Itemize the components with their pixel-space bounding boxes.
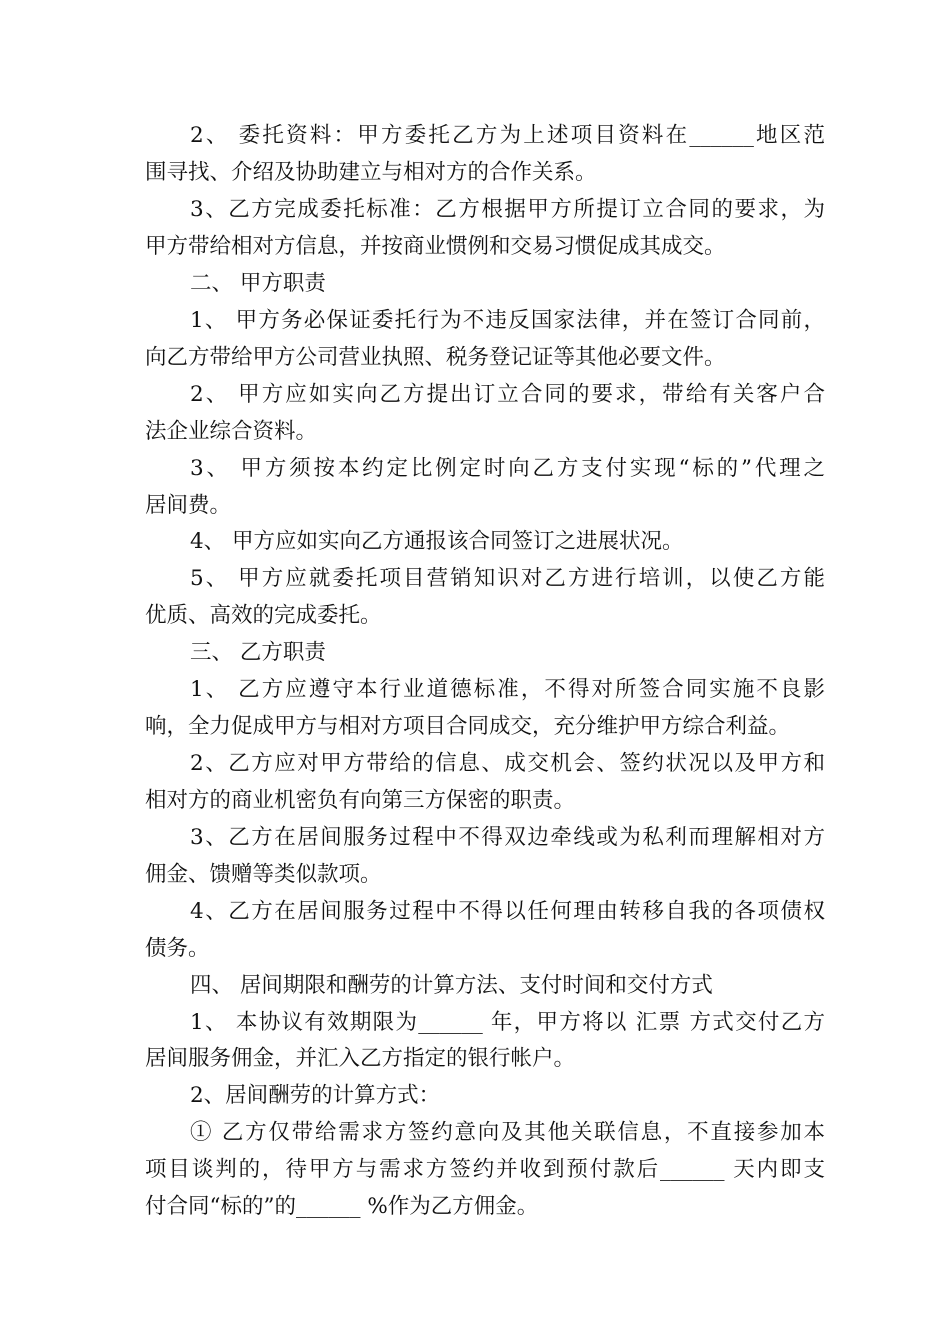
text-line: 1、 本协议有效期限为______ 年，甲方将以 汇票 方式交付乙方 (190, 1010, 825, 1035)
text-line: 1、 乙方应遵守本行业道德标准，不得对所签合同实施不良影 (190, 677, 825, 702)
text-line: ① 乙方仅带给需求方签约意向及其他关联信息，不直接参加本 (190, 1120, 825, 1145)
section-heading: 三、 乙方职责 (190, 640, 326, 665)
text-line: 1、 甲方务必保证委托行为不违反国家法律，并在签订合同前， (190, 308, 825, 333)
text-line: 响，全力促成甲方与相对方项目合同成交，充分维护甲方综合利益。 (145, 714, 791, 739)
text-line: 付合同“标的”的______ %作为乙方佣金。 (145, 1194, 539, 1219)
text-line: 2、居间酬劳的计算方式： (190, 1083, 441, 1108)
text-line: 3、乙方在居间服务过程中不得双边牵线或为私利而理解相对方 (190, 825, 825, 850)
text-line: 4、 甲方应如实向乙方通报该合同签订之进展状况。 (190, 529, 684, 554)
text-line: 2、乙方应对甲方带给的信息、成交机会、签约状况以及甲方和 (190, 751, 825, 776)
text-line: 向乙方带给甲方公司营业执照、税务登记证等其他必要文件。 (145, 345, 726, 370)
text-line: 佣金、馈赠等类似款项。 (145, 862, 382, 887)
text-line: 居间服务佣金，并汇入乙方指定的银行帐户。 (145, 1046, 576, 1071)
text-line: 2、 甲方应如实向乙方提出订立合同的要求，带给有关客户合 (190, 382, 825, 407)
text-line: 3、 甲方须按本约定比例定时向乙方支付实现“标的”代理之 (190, 456, 825, 481)
section-heading: 二、 甲方职责 (190, 271, 326, 296)
section-heading: 四、 居间期限和酬劳的计算方法、支付时间和交付方式 (190, 973, 713, 998)
text-line: 法企业综合资料。 (145, 419, 318, 444)
text-line: 4、乙方在居间服务过程中不得以任何理由转移自我的各项债权 (190, 899, 825, 924)
text-line: 3、乙方完成委托标准：乙方根据甲方所提订立合同的要求，为 (190, 197, 825, 222)
text-line: 项目谈判的，待甲方与需求方签约并收到预付款后______ 天内即支 (145, 1157, 825, 1182)
text-line: 居间费。 (145, 493, 232, 518)
text-line: 债务。 (145, 936, 210, 961)
text-line: 5、 甲方应就委托项目营销知识对乙方进行培训，以使乙方能 (190, 566, 825, 591)
text-line: 相对方的商业机密负有向第三方保密的职责。 (145, 788, 576, 813)
text-line: 甲方带给相对方信息，并按商业惯例和交易习惯促成其成交。 (145, 234, 726, 259)
text-line: 2、 委托资料：甲方委托乙方为上述项目资料在______地区范 (190, 123, 825, 148)
text-line: 围寻找、介绍及协助建立与相对方的合作关系。 (145, 160, 597, 185)
text-line: 优质、高效的完成委托。 (145, 603, 382, 628)
